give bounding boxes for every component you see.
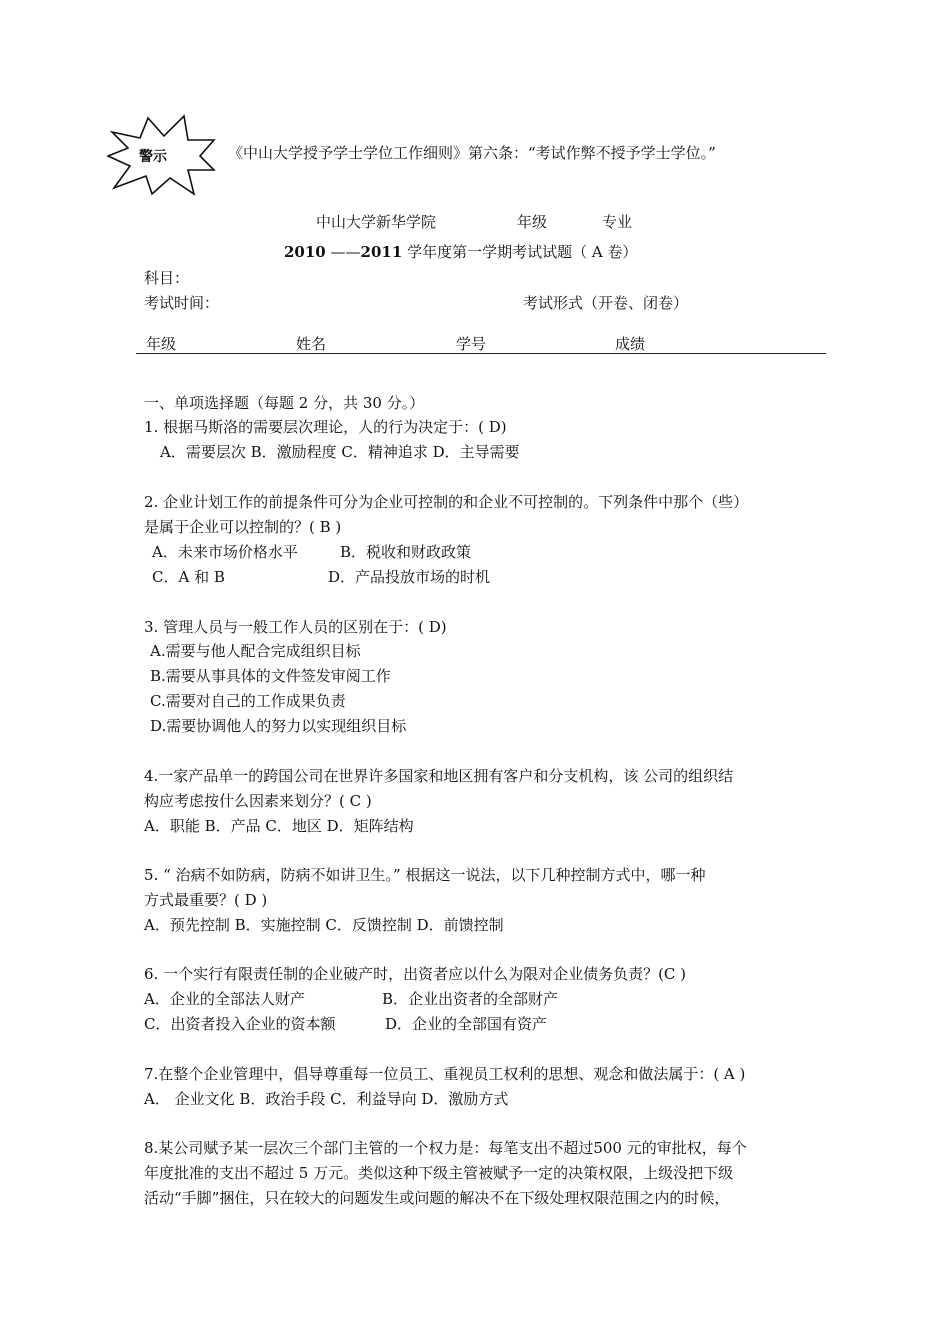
q2-option-b: B．税收和财政政策 bbox=[340, 543, 472, 561]
exam-title-year2: 2011 bbox=[360, 243, 403, 261]
info-student-id: 学号 bbox=[456, 335, 487, 353]
q3-option-b: B.需要从事具体的文件签发审阅工作 bbox=[150, 667, 391, 685]
q6-stem: 6. 一个实行有限责任制的企业破产时，出资者应以什么为限对企业债务负责？(C ) bbox=[144, 965, 687, 983]
q2-option-a: A．未来市场价格水平 bbox=[152, 543, 298, 561]
info-score: 成绩 bbox=[615, 335, 646, 353]
q3-option-d: D.需要协调他人的努力以实现组织目标 bbox=[150, 717, 407, 735]
subject-label: 科目： bbox=[144, 269, 190, 287]
q5-stem-1: 5. “ 治病不如防病，防病不如讲卫生。” 根据这一说法，以下几种控制方式中，哪一种 bbox=[144, 866, 706, 884]
q8-line-2: 年度批准的支出不超过 5 万元。类似这种下级主管被赋予一定的决策权限，上级没把下级 bbox=[144, 1164, 734, 1182]
warning-badge: 警示 bbox=[139, 149, 167, 165]
exam-title bbox=[284, 242, 637, 262]
exam-form-label: 考试形式（开卷、闭卷） bbox=[523, 294, 689, 312]
q4-options: A．职能 B．产品 C．地区 D．矩阵结构 bbox=[144, 817, 414, 835]
q5-stem-2: 方式最重要？( D ) bbox=[144, 891, 268, 909]
exam-title-rest: 学年度第一学期考试试题（ A 卷） bbox=[407, 243, 638, 261]
exam-title-sep: —— bbox=[330, 243, 361, 261]
q7-options: A． 企业文化 B．政治手段 C．利益导向 D．激励方式 bbox=[144, 1090, 509, 1108]
q6-option-c: C．出资者投入企业的资本额 bbox=[144, 1015, 336, 1033]
q2-stem-1: 2. 企业计划工作的前提条件可分为企业可控制的和企业不可控制的。下列条件中那个（些） bbox=[144, 493, 749, 511]
q3-stem: 3. 管理人员与一般工作人员的区别在于：( D) bbox=[144, 618, 447, 636]
major-label: 专业 bbox=[602, 213, 633, 231]
section-title: 一、单项选择题（每题 2 分，共 30 分。） bbox=[144, 394, 425, 412]
info-grade: 年级 bbox=[146, 335, 177, 353]
school-name: 中山大学新华学院 bbox=[316, 213, 437, 231]
q6-option-d: D．企业的全部国有资产 bbox=[385, 1015, 548, 1033]
q8-line-1: 8.某公司赋予某一层次三个部门主管的一个权力是：每笔支出不超过500 元的审批权，每个 bbox=[144, 1139, 747, 1157]
q1-options: A．需要层次 B．激励程度 C．精神追求 D．主导需要 bbox=[160, 443, 520, 461]
q2-option-c: C．A 和 B bbox=[152, 568, 225, 586]
q3-option-a: A.需要与他人配合完成组织目标 bbox=[150, 642, 361, 660]
q3-option-c: C.需要对自己的工作成果负责 bbox=[150, 692, 346, 710]
q4-stem-1: 4.一家产品单一的跨国公司在世界许多国家和地区拥有客户和分支机构，该 公司的组织结 bbox=[144, 767, 734, 785]
q1-stem: 1. 根据马斯洛的需要层次理论，人的行为决定于：( D) bbox=[144, 418, 507, 436]
info-name: 姓名 bbox=[296, 335, 327, 353]
exam-title-year1: 2010 bbox=[284, 243, 326, 261]
q4-stem-2: 构应考虑按什么因素来划分？( C ) bbox=[144, 792, 372, 810]
q2-option-d: D．产品投放市场的时机 bbox=[328, 568, 491, 586]
grade-label: 年级 bbox=[517, 213, 548, 231]
exam-time-label: 考试时间： bbox=[144, 294, 220, 312]
q5-options: A．预先控制 B．实施控制 C．反馈控制 D．前馈控制 bbox=[144, 916, 504, 934]
q6-option-a: A．企业的全部法人财产 bbox=[144, 990, 305, 1008]
warning-text: 《中山大学授予学士学位工作细则》第六条：“考试作弊不授予学士学位。” bbox=[228, 144, 716, 162]
q6-option-b: B．企业出资者的全部财产 bbox=[382, 990, 559, 1008]
q2-stem-2: 是属于企业可以控制的？( B ) bbox=[144, 518, 342, 536]
q8-line-3: 活动“手脚”捆住，只在较大的问题发生或问题的解决不在下级处理权限范围之内的时候， bbox=[144, 1189, 730, 1207]
header-divider bbox=[136, 353, 826, 354]
q7-stem: 7.在整个企业管理中，倡导尊重每一位员工、重视员工权利的思想、观念和做法属于：( A ) bbox=[144, 1065, 746, 1083]
